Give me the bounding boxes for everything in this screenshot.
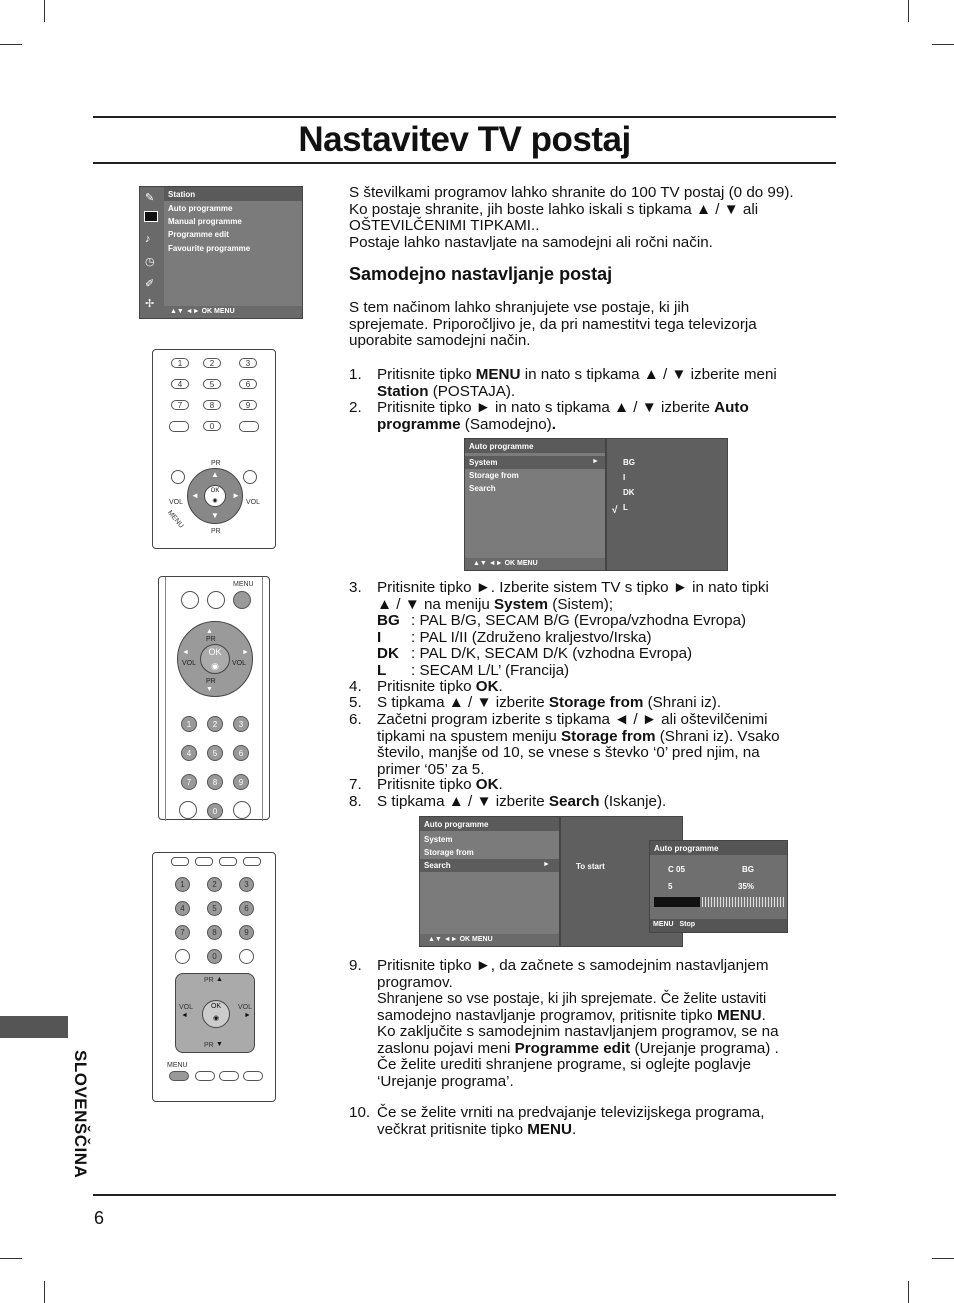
digit-button: 1 (171, 358, 189, 368)
step-text: Shranjene so vse postaje, ki jih sprejemate. Če želite ustaviti (377, 991, 767, 1007)
menu-hint: MENU (653, 921, 674, 928)
vol-label: VOL (169, 499, 184, 506)
step-8 (349, 794, 829, 811)
remote-button (239, 421, 259, 432)
option-item: I (623, 473, 626, 482)
menu-item: Storage from (469, 471, 519, 480)
channel-label: C 05 (668, 865, 685, 874)
remote-button (169, 421, 189, 432)
step-number: 6. (349, 711, 362, 728)
menu-footer: ▲▼ ◄► OK MENU (420, 934, 559, 946)
digit-button: 2 (207, 716, 223, 732)
down-arrow-icon: ▼ (216, 1041, 223, 1048)
step-text: . (571, 1120, 577, 1138)
remote-button (243, 470, 257, 484)
left-arrow-icon: ◄ (182, 649, 189, 656)
menu-item: Programme edit (168, 230, 229, 239)
pr-label: PR (211, 460, 221, 467)
step-text: Pritisnite tipko ►, da začnete s samodejnim nastavljanjem (377, 957, 769, 974)
remote-button (181, 591, 199, 609)
auto-programme-search-screenshot (419, 816, 560, 947)
progress-track (654, 897, 784, 907)
language-label: SLOVENŠČINA (71, 1050, 90, 1179)
step-keyword: System (494, 595, 549, 613)
digit-button: 7 (175, 925, 190, 940)
remote-button (233, 801, 251, 819)
vol-label: VOL (232, 660, 247, 667)
menu-item: Favourite programme (168, 244, 251, 253)
system-key: I (377, 628, 382, 646)
system-key: BG (377, 612, 400, 629)
down-arrow-icon: ▼ (206, 686, 213, 693)
right-arrow-icon: ► (244, 1012, 251, 1019)
step-number: 1. (349, 366, 362, 383)
step-text: (POSTAJA). (428, 382, 516, 400)
language-tab (0, 1016, 68, 1038)
text-line: sprejemate. Priporočljivo je, da pri namestitvi tega televizorja (349, 315, 757, 333)
system-key: L (377, 661, 387, 679)
digit-button: 4 (181, 745, 197, 761)
menu-label: MENU (166, 509, 185, 530)
step-number: 5. (349, 694, 362, 711)
system-row (377, 613, 829, 630)
step-text: (Samodejno) (460, 415, 552, 433)
system-row (377, 663, 829, 680)
digit-button: 9 (233, 774, 249, 790)
digit-button: 0 (207, 803, 223, 819)
menu-item: System (469, 458, 498, 467)
digit-button: 4 (175, 901, 190, 916)
pr-label: PR (204, 977, 214, 984)
page-number: 6 (94, 1208, 105, 1228)
up-arrow-icon: ▲ (211, 470, 219, 479)
header-rule (93, 162, 836, 164)
menu-item: Search (424, 861, 451, 870)
crop-mark (908, 0, 909, 22)
section-lead (349, 300, 829, 350)
up-arrow-icon: ▲ (206, 628, 213, 635)
progress-popup (649, 840, 788, 933)
step-text: Pritisnite tipko ► in nato s tipkama ▲ / ▼ izberite (377, 399, 715, 416)
ok-label: OK (208, 647, 222, 657)
crop-mark (908, 1281, 909, 1303)
remote-button (219, 857, 237, 866)
step-keyword: programme (377, 415, 461, 433)
step-text: Če se želite vrniti na predvajanje televizijskega programa, (377, 1104, 765, 1121)
crop-mark (0, 44, 22, 45)
navigation-ring (177, 621, 253, 697)
pr-label: PR (211, 528, 221, 535)
step-keyword: Auto (714, 399, 749, 416)
remote-button (175, 949, 190, 964)
digit-button: 0 (207, 949, 222, 964)
digit-button: 5 (207, 745, 223, 761)
crop-mark (44, 1281, 45, 1303)
step-number: 2. (349, 399, 362, 416)
step-text: večkrat pritisnite tipko (377, 1120, 528, 1138)
step-number: 8. (349, 793, 362, 810)
menu-label: MENU (233, 581, 254, 588)
digit-button: 3 (233, 716, 249, 732)
step-keyword: MENU (716, 1006, 762, 1024)
step-2 (349, 400, 829, 433)
system-row (377, 646, 829, 663)
right-arrow-icon: ► (592, 458, 599, 465)
step-text: (Shrani iz). (643, 694, 722, 711)
station-menu-screenshot (139, 186, 303, 319)
step-text: Ko zaključite s samodejnim nastavljanjem programov, se na (377, 1023, 779, 1040)
step-number: 4. (349, 678, 362, 695)
down-arrow-icon: ▼ (211, 511, 219, 520)
text-line: uporabite samodejni način. (349, 332, 531, 349)
digit-button: 9 (239, 925, 254, 940)
left-arrow-icon: ◄ (181, 1012, 188, 1019)
digit-button: 3 (239, 877, 254, 892)
system-desc: : PAL I/II (Združeno kraljestvo/Irska) (411, 628, 652, 646)
digit-button: 7 (181, 774, 197, 790)
step-6 (349, 712, 829, 778)
ok-button: OK ◉ (200, 644, 230, 674)
remote-control (152, 349, 276, 549)
pr-label: PR (206, 636, 216, 643)
menu-footer: ▲▼ ◄► OK MENU (465, 558, 605, 570)
digit-button: 7 (171, 400, 189, 410)
right-arrow-icon: ► (232, 491, 240, 500)
station-icon (144, 211, 158, 222)
progress-fill (654, 897, 700, 907)
digit-button: 8 (203, 400, 221, 410)
popup-footer (650, 919, 787, 932)
crop-mark (932, 1258, 954, 1259)
step-number: 9. (349, 957, 362, 974)
menu-item: System (424, 835, 453, 844)
step-text: Začetni program izberite s tipkama ◄ / ► ali oštevilčenimi (377, 711, 768, 728)
ok-button: OK ◉ (204, 485, 226, 507)
text-line: OŠTEVILČENIMI TIPKAMI.. (349, 217, 540, 234)
digit-button: 5 (203, 379, 221, 389)
system-row (377, 630, 829, 647)
remote-button (195, 1071, 215, 1081)
step-text: ▲ / ▼ na meniju (377, 595, 495, 613)
crop-mark (932, 44, 954, 45)
vol-label: VOL (238, 1004, 253, 1011)
crop-mark (44, 0, 45, 22)
pr-label: PR (204, 1042, 214, 1049)
menu-footer: ▲▼ ◄► OK MENU (164, 306, 302, 318)
option-item: BG (623, 458, 635, 467)
system-desc: : PAL B/G, SECAM B/G (Evropa/vzhodna Evropa) (411, 612, 747, 629)
step-9 (349, 958, 829, 1090)
remote-control (158, 576, 270, 820)
step-text: zaslonu pojavi meni (377, 1039, 515, 1057)
pr-label: PR (206, 678, 216, 685)
text-line: Ko postaje shranite, jih boste lahko iskali s tipkama ▲ / ▼ ali (349, 200, 759, 218)
system-options-panel (606, 438, 728, 571)
remote-button (195, 857, 213, 866)
menu-button (169, 1071, 189, 1081)
left-arrow-icon: ◄ (191, 491, 199, 500)
step-keyword: Programme edit (514, 1039, 631, 1057)
step-keyword: Search (548, 793, 600, 810)
step-keyword: Station (377, 382, 429, 400)
remote-button (207, 591, 225, 609)
right-arrow-icon: ► (543, 861, 550, 868)
text-line: S tem načinom lahko shranjujete vse postaje, ki jih (349, 299, 690, 316)
step-3 (349, 580, 829, 679)
vol-label: VOL (182, 660, 197, 667)
page-title: Nastavitev TV postaj (298, 120, 631, 159)
menu-item: Search (469, 484, 496, 493)
step-number: 3. (349, 579, 362, 596)
ok-label: OK (210, 488, 220, 494)
option-item: DK (623, 488, 635, 497)
digit-button: 2 (207, 877, 222, 892)
step-1 (349, 367, 829, 400)
digit-button: 3 (239, 358, 257, 368)
step-number: 7. (349, 776, 362, 793)
step-text: (Shrani iz). Vsako (655, 727, 780, 745)
step-text: S tipkama ▲ / ▼ izberite (377, 694, 549, 711)
programme-number: 5 (668, 882, 673, 891)
percent-label: 35% (738, 882, 755, 891)
menu-label: MENU (167, 1062, 188, 1069)
step-text: (Iskanje). (599, 793, 667, 810)
step-text: . (761, 1006, 766, 1024)
menu-title: Auto programme (420, 817, 559, 831)
step-text: primer ‘05’ za 5. (377, 760, 485, 778)
remote-button (239, 949, 254, 964)
step-text: tipkami na spustem meniju (377, 727, 562, 745)
step-text: (Urejanje programa) . (630, 1039, 779, 1057)
remote-button (243, 1071, 263, 1081)
step-text: Pritisnite tipko (377, 678, 476, 695)
step-text: Pritisnite tipko (377, 366, 476, 383)
stop-hint: Stop (679, 921, 696, 928)
menu-item: Manual programme (168, 217, 242, 226)
step-text: . (551, 415, 556, 433)
sound-icon: ♪ (145, 233, 151, 245)
text-line: S številkami programov lahko shranite do 100 TV postaj (0 do 99). (349, 184, 794, 201)
intro-paragraph (349, 185, 829, 251)
remote-button (179, 801, 197, 819)
digit-button: 8 (207, 925, 222, 940)
screen-icon: ✢ (145, 298, 155, 310)
digit-button: 6 (233, 745, 249, 761)
menu-icon-column (140, 187, 164, 318)
menu-title: Auto programme (465, 439, 605, 453)
digit-button: 1 (175, 877, 190, 892)
ok-label: OK (210, 1003, 222, 1010)
digit-button: 1 (181, 716, 197, 732)
to-start-label: To start (576, 862, 605, 871)
vol-label: VOL (246, 499, 261, 506)
step-text: ‘Urejanje programa’. (377, 1072, 514, 1090)
check-icon: √ (612, 505, 618, 516)
text-line: Postaje lahko nastavljate na samodejni ali ročni način. (349, 233, 713, 251)
picture-icon: ✎ (145, 192, 155, 204)
remote-button (171, 470, 185, 484)
system-desc: : PAL D/K, SECAM D/K (vzhodna Evropa) (411, 645, 693, 662)
popup-title: Auto programme (650, 841, 787, 855)
step-keyword: OK (475, 678, 499, 695)
digit-button: 8 (207, 774, 223, 790)
system-desc: : SECAM L/L’ (Francija) (411, 661, 570, 679)
digit-button: 9 (239, 400, 257, 410)
digit-button: 5 (207, 901, 222, 916)
digit-button: 0 (203, 421, 221, 431)
step-text: Pritisnite tipko (377, 776, 476, 793)
time-icon: ◷ (145, 256, 155, 268)
step-5 (349, 695, 829, 712)
step-text: (Sistem); (548, 595, 614, 613)
step-text: S tipkama ▲ / ▼ izberite (377, 793, 549, 810)
menu-item: Auto programme (168, 204, 233, 213)
vol-label: VOL (179, 1004, 194, 1011)
navigation-ring (187, 468, 243, 524)
digit-button: 4 (171, 379, 189, 389)
digit-button: 6 (239, 901, 254, 916)
step-text: samodejno nastavljanje programov, pritisnite tipko (377, 1006, 717, 1024)
system-key: DK (377, 645, 399, 662)
option-item: L (623, 503, 628, 512)
ok-button: OK ◉ (202, 1000, 230, 1028)
remote-control (152, 852, 276, 1102)
step-7 (349, 777, 829, 794)
digit-button: 2 (203, 358, 221, 368)
menu-button (233, 591, 251, 609)
step-text: število, manjše od 10, se vnese s števko ‘0’ pred njim, na (377, 744, 760, 761)
digit-button: 6 (239, 379, 257, 389)
navigation-pad (175, 973, 255, 1053)
step-number: 10. (349, 1104, 371, 1121)
menu-item: Storage from (424, 848, 474, 857)
step-keyword: Storage from (548, 694, 644, 711)
system-label: BG (742, 865, 754, 874)
step-text: . (498, 776, 503, 793)
special-icon: ✐ (145, 278, 155, 290)
step-text: programov. (377, 973, 453, 991)
section-heading: Samodejno nastavljanje postaj (349, 264, 613, 284)
step-keyword: MENU (527, 1120, 572, 1138)
step-keyword: MENU (475, 366, 521, 383)
step-text: . (498, 678, 503, 695)
step-text: Pritisnite tipko ►. Izberite sistem TV s tipko ► in nato tipki (377, 579, 769, 596)
menu-title: Station (164, 187, 302, 201)
up-arrow-icon: ▲ (216, 976, 223, 983)
step-keyword: Storage from (561, 727, 656, 745)
crop-mark (0, 1258, 22, 1259)
auto-programme-menu-screenshot (464, 438, 606, 571)
step-10 (349, 1105, 829, 1138)
footer-rule (93, 1194, 836, 1196)
remote-button (219, 1071, 239, 1081)
step-keyword: OK (475, 776, 499, 793)
remote-button (171, 857, 189, 866)
remote-button (243, 857, 261, 866)
step-text: Če želite urediti shranjene programe, si oglejte poglavje (377, 1056, 751, 1073)
step-text: in nato s tipkama ▲ / ▼ izberite meni (520, 366, 777, 383)
right-arrow-icon: ► (242, 649, 249, 656)
